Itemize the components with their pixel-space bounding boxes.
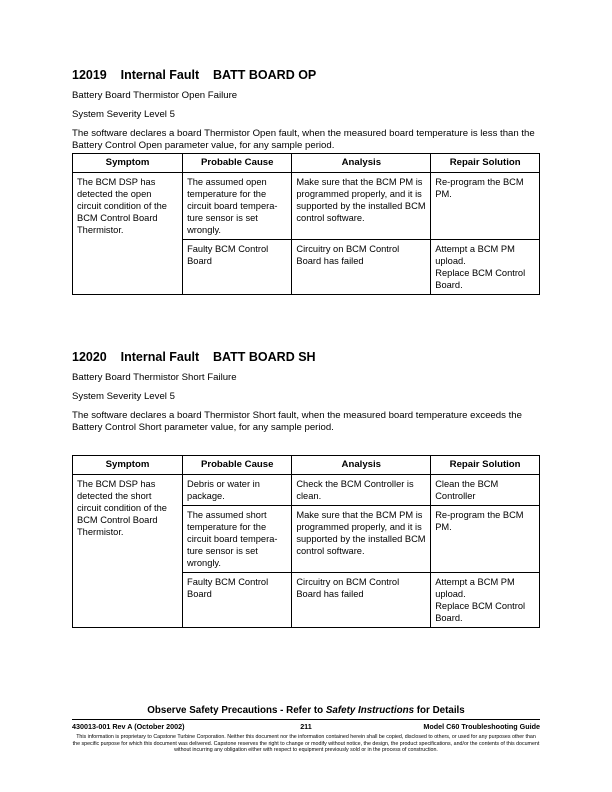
header-analysis: Analysis	[292, 154, 431, 173]
analysis-cell: Circuitry on BCM Control Board has failed	[292, 573, 431, 628]
symptom-cell: The BCM DSP has detected the open circuit condition of the BCM Control Board Thermistor.	[73, 173, 183, 295]
header-probable-cause: Probable Cause	[183, 456, 292, 475]
repair-cell: Clean the BCM Controller	[431, 475, 540, 506]
analysis-cell: Make sure that the BCM PM is programmed properly, and it is supported by the installed BCM control software.	[292, 506, 431, 573]
guide-title: Model C60 Troubleshooting Guide	[423, 722, 540, 731]
fault-table-12019	[72, 153, 540, 295]
header-analysis: Analysis	[292, 456, 431, 475]
page-number: 211	[300, 722, 312, 731]
symptom-cell: The BCM DSP has detected the short circuit condition of the BCM Control Board Thermistor.	[73, 475, 183, 628]
repair-cell: Re-program the BCM PM.	[431, 173, 540, 240]
severity-level: System Severity Level 5	[72, 391, 175, 402]
fault-heading: 12019 Internal Fault BATT BOARD OP	[72, 68, 317, 82]
header-symptom: Symptom	[73, 456, 183, 475]
analysis-cell: Check the BCM Controller is clean.	[292, 475, 431, 506]
fault-section-12020	[72, 350, 540, 441]
cause-cell: Faulty BCM Control Board	[183, 240, 292, 295]
cause-cell: Debris or water in package.	[183, 475, 292, 506]
severity-level: System Severity Level 5	[72, 109, 175, 120]
proprietary-disclaimer: This information is proprietary to Capstone Turbine Corporation. Neither this document nor the information contained herein shall be copied, disclosed to others, or used for any purposes other than the specific purpose for which this document was delivered. Capstone reserves the right to change or modify without notice, the design, the product specifications, and/or the contents of this document without incurring any obligation either with respect to equipment previously sold or in the process of construction.	[72, 734, 540, 753]
fault-heading: 12020 Internal Fault BATT BOARD SH	[72, 350, 316, 364]
cause-cell: The assumed short temperature for the circuit board tempera-ture sensor is set wrongly.	[183, 506, 292, 573]
footer-bar	[72, 722, 540, 731]
fault-explanation: The software declares a board Thermistor Open fault, when the measured board temperature is less than the Battery Control Open parameter value, for any sample period.	[72, 128, 535, 151]
cause-cell: The assumed open temperature for the circuit board tempera-ture sensor is set wrongly.	[183, 173, 292, 240]
safety-notice	[72, 705, 540, 716]
fault-table-12020	[72, 455, 540, 628]
repair-cell: Attempt a BCM PM upload. Replace BCM Control Board.	[431, 573, 540, 628]
fault-explanation: The software declares a board Thermistor Short fault, when the measured board temperature exceeds the Battery Control Short parameter value, for any sample period.	[72, 410, 522, 433]
analysis-cell: Make sure that the BCM PM is programmed properly, and it is supported by the installed BCM control software.	[292, 173, 431, 240]
repair-cell: Re-program the BCM PM.	[431, 506, 540, 573]
footer-divider	[72, 719, 540, 720]
repair-cell: Attempt a BCM PM upload. Replace BCM Control Board.	[431, 240, 540, 295]
header-repair-solution: Repair Solution	[431, 154, 540, 173]
safety-notice-prefix: Observe Safety Precautions - Refer to	[147, 705, 326, 716]
safety-notice-link-text: Safety Instructions	[325, 705, 415, 716]
safety-notice-suffix: for Details	[414, 705, 465, 716]
document-number: 430013-001 Rev A (October 2002)	[72, 722, 185, 731]
analysis-cell: Circuitry on BCM Control Board has failed	[292, 240, 431, 295]
fault-description: Battery Board Thermistor Short Failure	[72, 372, 237, 383]
table-row	[73, 173, 540, 240]
fault-description: Battery Board Thermistor Open Failure	[72, 90, 238, 101]
header-probable-cause: Probable Cause	[183, 154, 292, 173]
fault-section-12019	[72, 68, 540, 159]
header-symptom: Symptom	[73, 154, 183, 173]
cause-cell: Faulty BCM Control Board	[183, 573, 292, 628]
header-repair-solution: Repair Solution	[431, 456, 540, 475]
table-row	[73, 475, 540, 506]
